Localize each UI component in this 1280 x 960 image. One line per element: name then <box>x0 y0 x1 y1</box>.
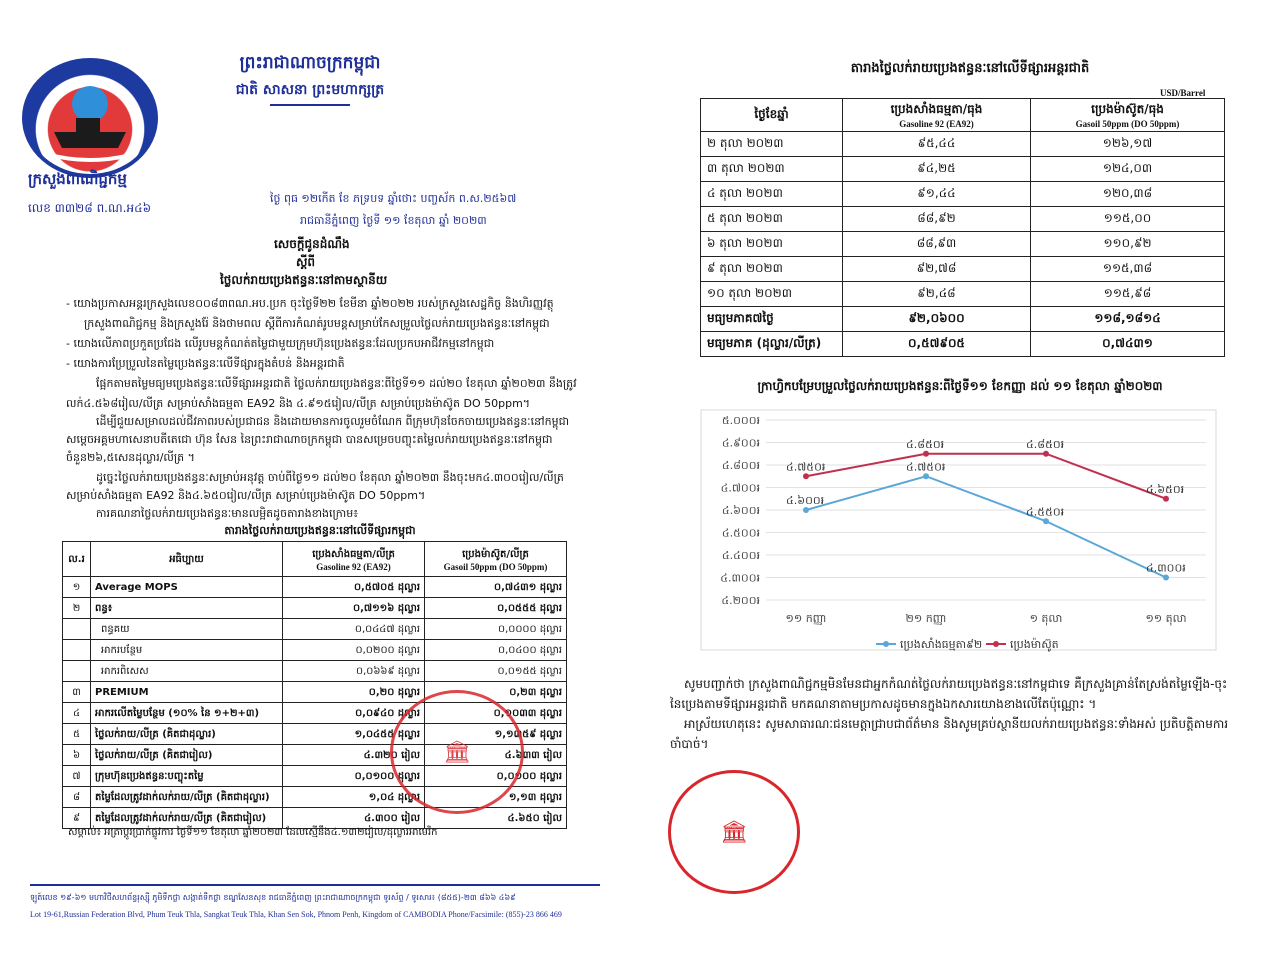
col-diesel-header <box>425 542 567 577</box>
cell-desc: តម្លៃដែលត្រូវដាក់លក់រាយ/លីត្រ (គិតជាដុល្លារ) <box>91 787 283 808</box>
col-diesel-en: Gasoil 50ppm (DO 50ppm) <box>443 561 548 572</box>
legend-marker <box>993 641 999 647</box>
avg-liter-row <box>701 332 1225 357</box>
intl-cell-die: ១២០,៣៨ <box>1031 182 1225 207</box>
data-label: ៤.៧៥០៛ <box>906 460 946 474</box>
table-header-row <box>63 542 567 577</box>
body-line-4: - យោងការប្រែប្រួលនៃតម្លៃប្រេងឥន្ធនៈលើទីផ្សារក្នុងតំបន់ និងអន្តរជាតិ <box>66 357 345 370</box>
series-line <box>806 476 1166 577</box>
x-tick-label: ១១ កញ្ញា <box>785 612 827 625</box>
body-line-1: - យោងប្រកាសអន្តរក្រសួងលេខ០០៨៣ពណ.អប.ប្រក ចុះថ្ងៃទី២២ ខែមីនា ឆ្នាំ២០២២ របស់ក្រសួងសេដ្ឋកិច្ច និងហិរញ្ញវត្ថុ <box>66 297 554 310</box>
international-price-table <box>700 98 1225 357</box>
cell-die: ១,១៣ ដុល្លារ <box>425 787 567 808</box>
intl-row <box>701 257 1225 282</box>
chart-title: ក្រាហ្វិកបម្រែបម្រួលថ្លៃលក់រាយប្រេងឥន្ធនៈពីថ្ងៃទី១១ ខែកញ្ញា ដល់ ១១ ខែតុលា ឆ្នាំ២០២៣ <box>757 379 1163 393</box>
cell-no: ៨ <box>63 787 91 808</box>
data-label: ៤.៧៥០៛ <box>786 460 826 474</box>
cell-desc: PREMIUM <box>91 682 283 703</box>
cell-no: ៦ <box>63 745 91 766</box>
subject-label: ស្តីពី <box>296 255 316 269</box>
intl-col-diesel-en: Gasoil 50ppm (DO 50ppm) <box>1075 119 1180 129</box>
right-page <box>640 0 1280 960</box>
chart-frame <box>701 410 1216 650</box>
cell-gas: ១,០៤ ដុល្លារ <box>283 787 425 808</box>
intl-cell-gas: ៩១,៤៤ <box>843 182 1031 207</box>
avg-liter-diesel: ០,៧៤៣១ <box>1031 332 1225 357</box>
ministry-seal-left <box>390 690 524 814</box>
intl-cell-gas: ៩២,៧៨ <box>843 257 1031 282</box>
table-row <box>63 598 567 619</box>
body-line-2: ក្រសួងពាណិជ្ជកម្ម និងក្រសួងរ៉ែ និងថាមពល ស្តីពីការកំណត់រូបមន្តសម្រាប់កែសម្រួលថ្លៃលក់រាយប្រេងឥន្ធនៈនៅកម្ពុជា <box>84 317 550 330</box>
cell-no: ៤ <box>63 703 91 724</box>
data-label: ៤.៦០០៛ <box>786 494 825 507</box>
exchange-rate-note: សម្គាល់៖ អត្រាប្តូរប្រាក់ផ្លូវការ ថ្ងៃទី១១ ខែតុលា ឆ្នាំ២០២៣ ដែលស្មើនឹង៤.១៣២រៀល/ដុល្លារអាមេរិក <box>68 827 438 838</box>
legend-label: ប្រេងម៉ាស៊ូត <box>1010 638 1059 651</box>
cell-desc: ក្រុមហ៊ុនប្រេងឥន្ធនៈបញ្ចុះតម្លៃ <box>91 766 283 787</box>
lunar-date: ថ្ងៃ ពុធ ១២កើត ខែ ភទ្របទ ឆ្នាំថោះ បញ្ចស័ក ព.ស.២៥៦៧ <box>270 192 517 205</box>
cell-gas: ០,០៤៤៧ ដុល្លារ <box>283 619 425 640</box>
subject: ថ្លៃលក់រាយប្រេងឥន្ធនៈនៅតាមស្ថានីយ <box>220 273 388 287</box>
table-row <box>63 577 567 598</box>
intl-cell-gas: ៩៤,២៥ <box>843 157 1031 182</box>
intl-cell-gas: ៨៨,៩២ <box>843 207 1031 232</box>
intl-cell-gas: ៨៨,៩៣ <box>843 232 1031 257</box>
data-label: ៤.៦៥០៛ <box>1146 482 1185 496</box>
kingdom-title: ព្រះរាជាណាចក្រកម្ពុជា <box>239 53 381 73</box>
intl-cell-die: ១១០,៩២ <box>1031 232 1225 257</box>
intl-cell-gas: ៩៥,៤៤ <box>843 132 1031 157</box>
y-tick-label: ៤.៦០០៛ <box>721 504 760 517</box>
y-tick-label: ៤.៤០០៛ <box>721 549 760 562</box>
right-table-title: តារាងថ្លៃលក់រាយប្រេងឥន្ធនៈនៅលើទីផ្សារអន្តរជាតិ <box>850 61 1090 76</box>
cell-desc: ថ្លៃលក់រាយ/លីត្រ (គិតជាដុល្លារ) <box>91 724 283 745</box>
ministry-name: ក្រសួងពាណិជ្ជកម្ម <box>28 170 127 188</box>
data-point <box>923 451 929 457</box>
body-line-3: - យោងលើភាពប្រកួតប្រជែង លើរូបមន្តកំណត់តម្លៃជាមួយក្រុមហ៊ុនប្រេងឥន្ធនៈដែលប្រកបអាជីវកម្មនៅកម្ពុជា <box>66 337 495 350</box>
cell-die: ០,០១០០ ដុល្លារ <box>425 766 567 787</box>
data-point <box>803 507 809 513</box>
cell-die: ០,៧៤៣១ ដុល្លារ <box>425 577 567 598</box>
cell-no: ៩ <box>63 808 91 829</box>
left-table-title: តារាងថ្លៃលក់រាយប្រេងឥន្ធនៈនៅលើទីផ្សារកម្ពុជា <box>224 524 416 537</box>
intl-cell-die: ១២៤,០៣ <box>1031 157 1225 182</box>
solar-date: រាជធានីភ្នំពេញ ថ្ងៃទី ១១ ខែតុលា ឆ្នាំ ២០២៣ <box>300 214 487 227</box>
intl-col-diesel-kh: ប្រេងម៉ាស៊ូត/ធុង <box>1091 102 1164 116</box>
body-line-12: ការគណនាថ្លៃលក់រាយប្រេងឥន្ធនៈមានលម្អិតដូចតារាងខាងក្រោម៖ <box>96 507 359 520</box>
avg-gasoline: ៩២,០៦០០ <box>843 307 1031 332</box>
cell-desc: Average MOPS <box>91 577 283 598</box>
intl-cell-date: ២ តុលា ២០២៣ <box>701 132 843 157</box>
cell-gas: ០,០៩៤០ ដុល្លារ <box>283 703 425 724</box>
legend-marker <box>883 641 889 647</box>
cell-die: ០,០១៥៥ ដុល្លារ <box>425 661 567 682</box>
cell-gas: ៤.៣០០ រៀល <box>283 808 425 829</box>
body-line-7: ដើម្បីជួយសម្រាលដល់ជីវភាពរបស់ប្រជាជន និងដោយមានការចូលរួមចំណែក ពីក្រុមហ៊ុនចែកចាយប្រេងឥន្ធនៈនៅកម្ពុជា <box>96 415 570 428</box>
cell-gas: ០,០៦៦៩ ដុល្លារ <box>283 661 425 682</box>
x-tick-label: ១ តុលា <box>1029 612 1063 625</box>
temple-icon: 🏛 <box>443 739 471 765</box>
ship-icon <box>26 62 154 174</box>
data-point <box>1043 518 1049 524</box>
cell-die: ១,១៣៥៩ ដុល្លារ <box>425 724 567 745</box>
cell-no <box>63 640 91 661</box>
series-line <box>806 454 1166 499</box>
data-label: ៤.៨៥០៛ <box>1026 437 1065 451</box>
data-point <box>923 473 929 479</box>
ministry-logo <box>22 58 158 178</box>
price-trend-chart <box>696 400 1236 660</box>
body-line-6: លក់៤.៥៦៨រៀល/លីត្រ សម្រាប់សាំងធម្មតា EA92 និង ៤.៩១៥រៀល/លីត្រ សម្រាប់ប្រេងម៉ាស៊ូត DO 50ppm។ <box>66 397 531 410</box>
cell-desc: អាករបន្ថែម <box>91 640 283 661</box>
cell-no: ១ <box>63 577 91 598</box>
cell-desc: អាករលើតម្លៃបន្ថែម (១០% នៃ ១+២+៣) <box>91 703 283 724</box>
intl-cell-gas: ៩២,៤៨ <box>843 282 1031 307</box>
cell-desc: ថ្លៃលក់រាយ/លីត្រ (គិតជារៀល) <box>91 745 283 766</box>
footer-address-en: Lot 19-61,Russian Federation Blvd, Phum Teuk Thla, Sangkat Teuk Thla, Khan Sen Sok, Phnom Penh, Kingdom of CAMBODIA Phone/Facsimile: (855)-23 866 469 <box>30 910 562 919</box>
cell-desc: តម្លៃដែលត្រូវដាក់លក់រាយ/លីត្រ (គិតជារៀល) <box>91 808 283 829</box>
col-gasoline-en: Gasoline 92 (EA92) <box>316 561 391 572</box>
intl-header-row <box>701 99 1225 132</box>
ref-number: លេខ ៣៣២៨ ព.ណ.អ៤៦ <box>28 201 152 215</box>
intl-cell-die: ១១៥,០០ <box>1031 207 1225 232</box>
avg-row <box>701 307 1225 332</box>
data-label: ៤.៣០០៛ <box>1146 561 1186 575</box>
intl-col-diesel <box>1031 99 1225 132</box>
col-gasoline-kh: ប្រេងសាំងធម្មតា/លីត្រ <box>312 548 395 560</box>
body-line-11: សម្រាប់សាំងធម្មតា EA92 និង៤.៦៥០រៀល/លីត្រ សម្រាប់ប្រេងម៉ាស៊ូត DO 50ppm។ <box>66 489 426 502</box>
cell-die: ០,០៥៥៥ ដុល្លារ <box>425 598 567 619</box>
y-tick-label: ៤.៣០០៛ <box>720 571 760 585</box>
intl-cell-die: ១១៥,៣៨ <box>1031 257 1225 282</box>
temple-icon: 🏛 <box>720 819 748 845</box>
y-tick-label: ៤.២០០៛ <box>721 594 760 607</box>
intl-row <box>701 182 1225 207</box>
cell-desc: អាករពិសេស <box>91 661 283 682</box>
body-line-5: ផ្អែកតាមតម្លៃមធ្យមប្រេងឥន្ធនៈលើទីផ្សារអន្តរជាតិ ថ្លៃលក់រាយប្រេងឥន្ធនៈពីថ្ងៃទី១១ ដល់២០ ខែតុលា ឆ្នាំ២០២៣ នឹងត្រូវ <box>96 377 577 390</box>
y-tick-label: ៥.០០០៛ <box>721 414 760 427</box>
data-point <box>803 473 809 479</box>
cell-no: ៧ <box>63 766 91 787</box>
table-row <box>63 619 567 640</box>
intl-cell-date: ៩ តុលា ២០២៣ <box>701 257 843 282</box>
intl-col-date: ថ្ងៃខែឆ្នាំ <box>701 99 843 132</box>
intl-row <box>701 232 1225 257</box>
intl-col-gasoline-kh: ប្រេងសាំងធម្មតា/ធុង <box>890 102 983 116</box>
cell-gas: ០,០២០០ ដុល្លារ <box>283 640 425 661</box>
avg-liter-label: មធ្យមភាគ (ដុល្លារ/លីត្រ) <box>701 332 843 357</box>
y-tick-label: ៤.៧០០៛ <box>720 481 760 495</box>
body-line-10: ដូច្នេះថ្លៃលក់រាយប្រេងឥន្ធនៈសម្រាប់អនុវត្ត ចាប់ពីថ្ងៃ១១ ដល់២០ ខែតុលា ឆ្នាំ២០២៣ នឹងចុះមក៤.៣០០រៀល/លីត្រ <box>96 471 564 484</box>
cell-no: ៣ <box>63 682 91 703</box>
y-tick-label: ៤.៥០០៛ <box>721 526 760 540</box>
body-line-8: សម្តេចអគ្គមហាសេនាបតីតេជោ ហ៊ុន សែន នៃព្រះរាជាណាចក្រកម្ពុជា បានសម្រេចបញ្ចុះតម្លៃលក់រាយប្រេងឥន្ធនៈនៅកម្ពុជា <box>66 433 553 446</box>
intl-col-gasoline-en: Gasoline 92 (EA92) <box>899 119 974 129</box>
ministry-seal-right <box>668 770 800 894</box>
cell-desc: ពន្ធគយ <box>91 619 283 640</box>
data-label: ៤.៨៥០៛ <box>906 437 945 451</box>
intl-cell-date: ៦ តុលា ២០២៣ <box>701 232 843 257</box>
cell-gas: ០,២០ ដុល្លារ <box>283 682 425 703</box>
intl-cell-date: ៥ តុលា ២០២៣ <box>701 207 843 232</box>
cell-gas: ០,៧១១៦ ដុល្លារ <box>283 598 425 619</box>
table-row <box>63 661 567 682</box>
intl-row <box>701 132 1225 157</box>
intl-cell-die: ១១៥,៩៨ <box>1031 282 1225 307</box>
right-paragraph-2: នៃប្រេងតាមទីផ្សារអន្តរជាតិ មកគណនាតាមប្រកាសដូចមានក្នុងឯកសារយោងខាងលើតែប៉ុណ្ណោះ ។ <box>670 697 1097 711</box>
intl-cell-date: ១០ តុលា ២០២៣ <box>701 282 843 307</box>
cell-gas: ០,៥៧០៥ ដុល្លារ <box>283 577 425 598</box>
cell-no <box>63 661 91 682</box>
cell-die: ០,០០០០ ដុល្លារ <box>425 619 567 640</box>
footer-divider <box>30 884 600 886</box>
cell-die: ៤.៦៥០ រៀល <box>425 808 567 829</box>
unit-label: USD/Barrel <box>1160 88 1206 98</box>
right-paragraph-3: អាស្រ័យហេតុនេះ សូមសាធារណៈជនមេត្តាជ្រាបជាព័ត៌មាន និងសូមគ្រប់ស្ថានីយលក់រាយប្រេងឥន្ធនៈទាំងអស់ ប្រតិបត្តិតាមការ <box>684 717 1229 731</box>
cell-die: ៤.៦៣៣ រៀល <box>425 745 567 766</box>
avg-liter-gasoline: ០,៥៧៩០៥ <box>843 332 1031 357</box>
col-diesel-kh: ប្រេងម៉ាស៊ូត/លីត្រ <box>462 548 529 560</box>
document-type: សេចក្តីជូនដំណឹង <box>274 237 350 251</box>
col-no-header: ល.រ <box>63 542 91 577</box>
data-point <box>1163 575 1169 581</box>
cell-die: ០,១០៣៣ ដុល្លារ <box>425 703 567 724</box>
cell-die: ០,០៤០០ ដុល្លារ <box>425 640 567 661</box>
col-desc-header: អធិប្បាយ <box>91 542 283 577</box>
avg-diesel: ១១៨,១៨១៤ <box>1031 307 1225 332</box>
intl-row <box>701 157 1225 182</box>
footer-address-kh: ឡូត៍លេខ ១៩-៦១ មហាវិថីសហព័ន្ធរុស្ស៊ី ភូមិទឹកថ្លា សង្កាត់ទឹកថ្លា ខណ្ឌសែនសុខ រាជធានីភ្នំពេញ ព្រះរាជាណាចក្រកម្ពុជា ទូរស័ព្ទ / ទូរសារ៖ (៨៥៥)-២៣ ៨៦៦ ៤៦៩ <box>30 893 516 902</box>
intl-cell-die: ១២៦,១៧ <box>1031 132 1225 157</box>
cell-no: ២ <box>63 598 91 619</box>
cell-gas: ៤.៣២០ រៀល <box>283 745 425 766</box>
intl-col-gasoline <box>843 99 1031 132</box>
legend-label: ប្រេងសាំងធម្មតា៩២ <box>900 638 983 651</box>
cell-die: ០,២៣ ដុល្លារ <box>425 682 567 703</box>
right-paragraph-1: សូមបញ្ជាក់ថា ក្រសួងពាណិជ្ជកម្មមិនមែនជាអ្នកកំណត់ថ្លៃលក់រាយប្រេងឥន្ធនៈនៅកម្ពុជាទេ គឺក្រសួងគ្រាន់តែស្រង់តម្លៃឡើង-ចុះ <box>684 677 1228 691</box>
body-line-9: ចំនួន២៦,៥សេនដុល្លារ/លីត្រ ។ <box>66 451 195 464</box>
intl-cell-date: ៣ តុលា ២០២៣ <box>701 157 843 182</box>
data-label: ៤.៥៥០៛ <box>1026 505 1065 519</box>
data-point <box>1163 496 1169 502</box>
intl-row <box>701 207 1225 232</box>
cell-gas: ១,០៤៥៥ ដុល្លារ <box>283 724 425 745</box>
data-point <box>1043 451 1049 457</box>
cell-gas: ០,០១០០ ដុល្លារ <box>283 766 425 787</box>
y-tick-label: ៤.៩០០៛ <box>721 436 760 450</box>
col-gasoline-header <box>283 542 425 577</box>
x-tick-label: ១១ តុលា <box>1145 612 1187 625</box>
cell-no: ៥ <box>63 724 91 745</box>
intl-row <box>701 282 1225 307</box>
x-tick-label: ២១ កញ្ញា <box>905 612 947 625</box>
cell-no <box>63 619 91 640</box>
motto-divider <box>270 104 350 106</box>
intl-cell-date: ៤ តុលា ២០២៣ <box>701 182 843 207</box>
y-tick-label: ៤.៨០០៛ <box>721 459 760 472</box>
national-motto: ជាតិ សាសនា ព្រះមហាក្សត្រ <box>235 82 385 98</box>
right-paragraph-4: ចាំបាច់។ <box>670 737 709 751</box>
table-row <box>63 640 567 661</box>
avg-label: មធ្យមភាគ៧ថ្ងៃ <box>701 307 843 332</box>
cell-desc: ពន្ធ៖ <box>91 598 283 619</box>
